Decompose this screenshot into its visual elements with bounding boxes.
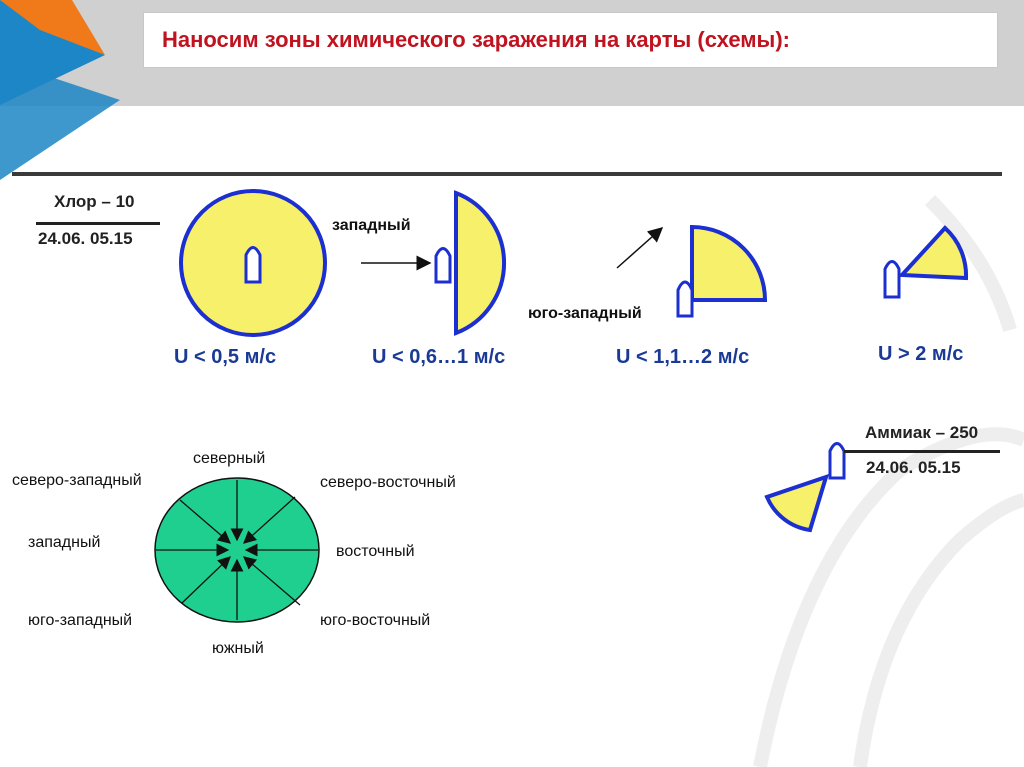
ammonia-fraction-line bbox=[844, 450, 1000, 453]
speed-label-4: U > 2 м/с bbox=[878, 343, 964, 365]
page-title: Наносим зоны химического заражения на карты (схемы): bbox=[162, 27, 790, 52]
compass-label-south: южный bbox=[212, 640, 264, 657]
zone-half-circle bbox=[456, 193, 504, 333]
compass-label-east: восточный bbox=[336, 543, 415, 560]
compass-label-north: северный bbox=[193, 450, 266, 467]
wind-arrow-southwest bbox=[617, 228, 662, 268]
source-marker-2 bbox=[436, 249, 450, 283]
chlorine-date: 24.06. 05.15 bbox=[38, 229, 133, 248]
compass-rose bbox=[155, 478, 319, 622]
compass-label-west: западный bbox=[28, 534, 101, 551]
compass-label-southwest: юго-западный bbox=[28, 612, 133, 629]
source-marker-1 bbox=[246, 248, 260, 283]
speed-label-3: U < 1,1…2 м/с bbox=[616, 346, 750, 368]
chlorine-fraction-line bbox=[36, 222, 160, 225]
source-marker-ammonia bbox=[830, 444, 844, 479]
source-marker-4 bbox=[885, 262, 899, 298]
ammonia-date: 24.06. 05.15 bbox=[866, 458, 961, 477]
wind-label-west: западный bbox=[332, 217, 411, 234]
compass-label-northeast: северо-восточный bbox=[320, 474, 456, 491]
ammonia-sector bbox=[767, 477, 826, 530]
wind-label-southwest: юго-западный bbox=[528, 305, 642, 322]
speed-label-1: U < 0,5 м/с bbox=[174, 346, 277, 368]
ammonia-label: Аммиак – 250 bbox=[865, 423, 979, 442]
zone-quarter-circle bbox=[692, 227, 765, 300]
speed-label-2: U < 0,6…1 м/с bbox=[372, 346, 506, 368]
source-marker-3 bbox=[678, 282, 692, 316]
chlorine-label: Хлор – 10 bbox=[54, 192, 135, 211]
compass-label-northwest: северо-западный bbox=[12, 472, 142, 489]
compass-label-southeast: юго-восточный bbox=[320, 612, 431, 629]
